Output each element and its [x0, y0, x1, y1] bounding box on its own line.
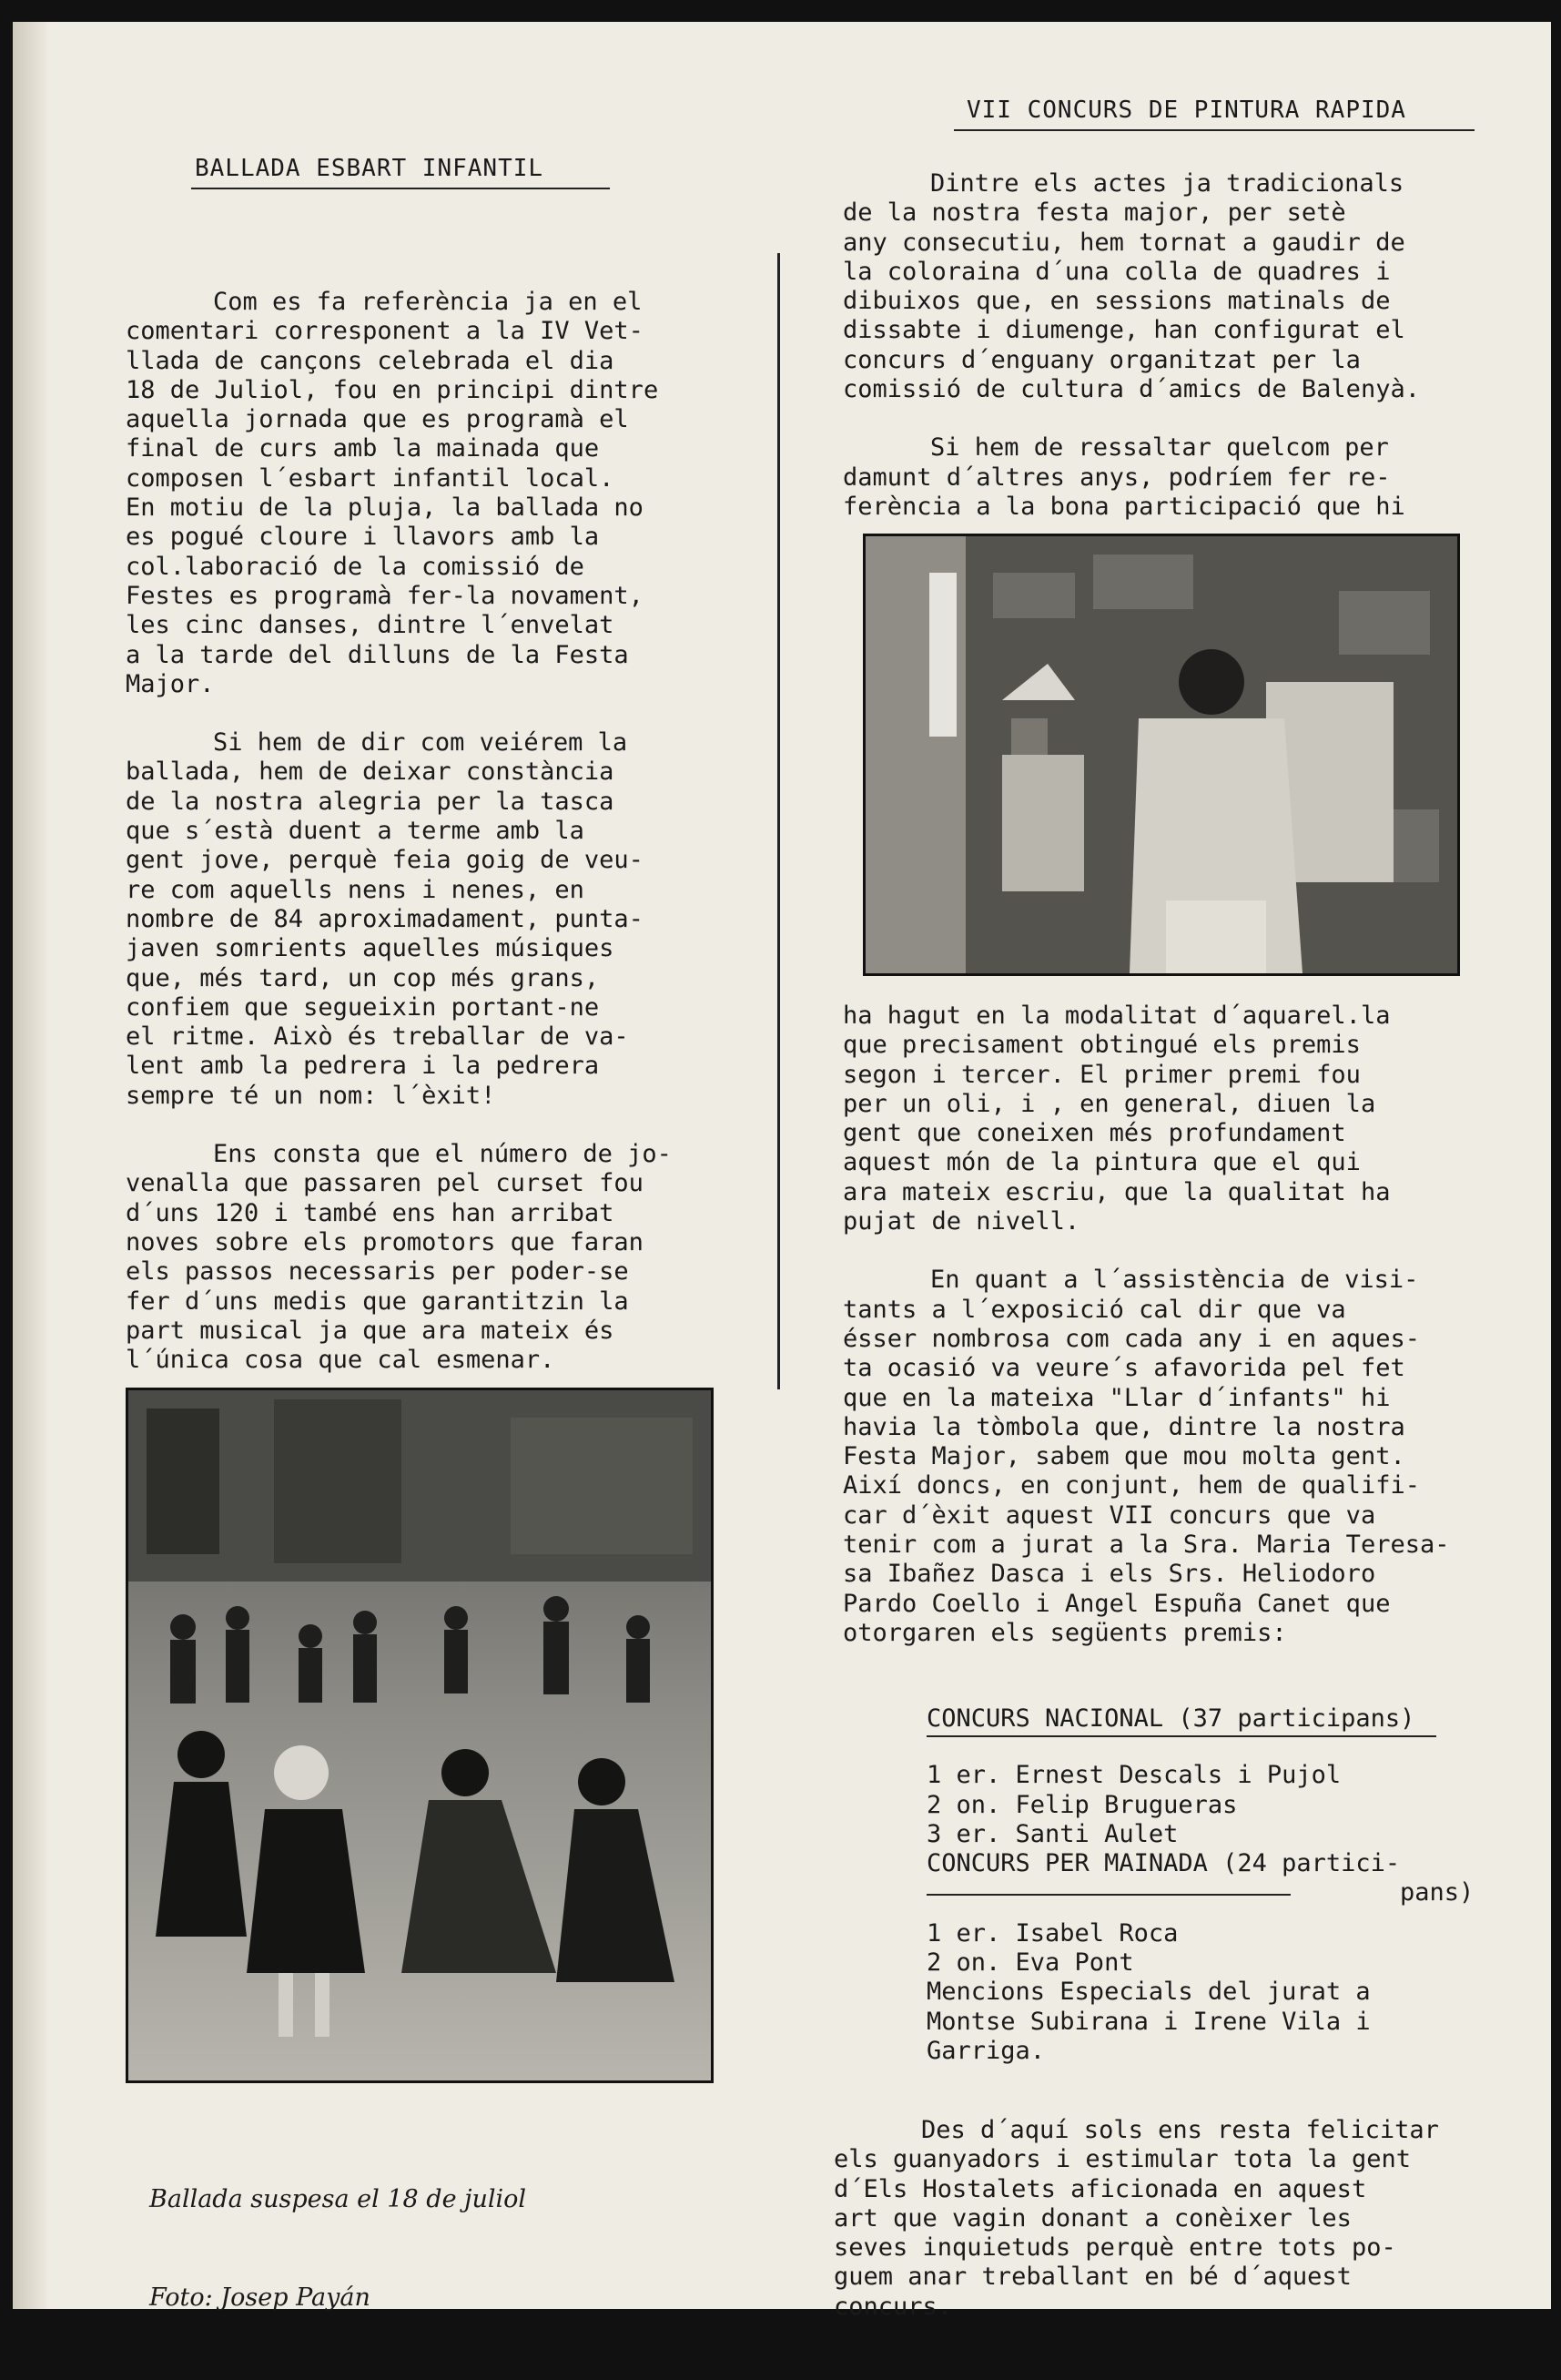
text-line: els passos necessaris per poder-se [126, 1257, 629, 1287]
text-line: Així doncs, en conjunt, hem de qualifi- [843, 1471, 1420, 1500]
text-line: Garriga. [927, 2036, 1046, 2065]
prize-lists [927, 1704, 1546, 2066]
text-line: Mencions Especials del jurat a [927, 1978, 1371, 2007]
text-line: damunt d´altres anys, podríem fer re- [843, 463, 1391, 492]
text-line: En motiu de la pluja, la ballada no [126, 493, 644, 523]
text-line: Si hem de ressaltar quelcom per [930, 433, 1389, 463]
text-line: confiem que segueixin portant-ne [126, 992, 600, 1022]
text-line: sempre té un nom: l´èxit! [126, 1081, 496, 1110]
kids-prizes [927, 1919, 1546, 1978]
text-line: art que vagin donant a conèixer les [834, 2203, 1352, 2233]
text-line: que, més tard, un cop més grans, [126, 963, 600, 992]
text-line: de la nostra festa major, per setè [843, 198, 1346, 228]
text-line: 1 er. Isabel Roca [927, 1918, 1179, 1948]
photo-caption [149, 2118, 526, 2380]
text-line: 18 de Juliol, fou en principi dintre [126, 375, 659, 404]
text-line: 2 on. Eva Pont [927, 1948, 1134, 1978]
kids-contest-heading-line2: pans) [1400, 1878, 1475, 1907]
text-line: aquest món de la pintura que el qui [843, 1148, 1361, 1177]
text-line: d´uns 120 i també ens han arribat [126, 1198, 614, 1227]
text-line: car d´èxit aquest VII concurs que va [843, 1500, 1376, 1530]
text-line: l´única cosa que cal esmenar. [126, 1346, 555, 1375]
text-line: Ens consta que el número de jo- [213, 1140, 672, 1169]
right-article-title: VII CONCURS DE PINTURA RAPIDA [967, 97, 1406, 124]
text-line: Des d´aquí sols ens resta felicitar [921, 2116, 1439, 2144]
text-line: nombre de 84 aproximadament, punta- [126, 904, 644, 933]
right-paragraph-2-end [843, 1002, 1544, 1236]
text-line: 3 er. Santi Aulet [927, 1819, 1179, 1848]
text-line: final de curs amb la mainada que [126, 434, 600, 463]
right-paragraph-3 [843, 1266, 1544, 1648]
text-line: Si hem de dir com veiérem la [213, 728, 628, 758]
text-line: pujat de nivell. [843, 1207, 1080, 1236]
text-line: ta ocasió va veure´s afavorida pel fet [843, 1354, 1405, 1383]
text-line: Festa Major, sabem que mou molta gent. [843, 1442, 1405, 1471]
column-divider [777, 253, 780, 1389]
right-title-underline [954, 129, 1475, 131]
text-line: gent jove, perquè feia goig de veu- [126, 846, 644, 875]
text-line: 2 on. Felip Brugueras [927, 1790, 1238, 1819]
text-line: es pogué cloure i llavors amb la [126, 523, 600, 552]
text-line: concurs. [834, 2292, 953, 2321]
painter-photo [863, 534, 1460, 976]
text-line: el ritme. Això és treballar de va- [126, 1022, 629, 1052]
special-mentions [927, 1978, 1546, 2066]
text-line: ara mateix escriu, que la qualitat ha [843, 1177, 1391, 1206]
text-line: noves sobre els promotors que faran [126, 1227, 644, 1256]
text-line: otorgaren els següents premis: [843, 1618, 1287, 1647]
text-line: segon i tercer. El primer premi fou [843, 1060, 1361, 1089]
right-paragraph-2-start [843, 433, 1544, 522]
text-line: a la tarde del dilluns de la Festa [126, 640, 629, 669]
text-line: re com aquells nens i nenes, en [126, 875, 584, 904]
text-line: Major. [126, 669, 215, 698]
text-line: els guanyadors i estimular tota la gent [834, 2145, 1411, 2174]
text-line: lent amb la pedrera i la pedrera [126, 1052, 600, 1081]
right-article-body-middle [843, 1002, 1544, 1648]
closing-lines [834, 2116, 1553, 2322]
text-line: Pardo Coello i Angel Espuña Canet que [843, 1589, 1391, 1618]
text-line: per un oli, i , en general, diuen la [843, 1089, 1376, 1118]
text-line: Com es fa referència ja en el [213, 288, 643, 316]
text-line: part musical ja que ara mateix és [126, 1316, 614, 1345]
national-contest-heading: CONCURS NACIONAL (37 participans) [927, 1704, 1415, 1733]
left-title-underline [191, 188, 610, 189]
text-line: de la nostra alegria per la tasca [126, 787, 614, 816]
text-line: ésser nombrosa com cada any i en aques- [843, 1324, 1420, 1353]
text-line: fer d´uns medis que garantitzin la [126, 1287, 629, 1316]
text-line: tenir com a jurat a la Sra. Maria Teresa- [843, 1531, 1450, 1560]
left-paragraph-3 [126, 1140, 781, 1375]
text-line: dibuixos que, en sessions matinals de [843, 287, 1391, 316]
left-article-title: BALLADA ESBART INFANTIL [195, 155, 544, 182]
text-line: Dintre els actes ja tradicionals [930, 169, 1404, 198]
text-line: 1 er. Ernest Descals i Pujol [927, 1761, 1342, 1790]
text-line: concurs d´enguany organitzat per la [843, 345, 1361, 374]
text-line: ballada, hem de deixar constància [126, 758, 614, 787]
text-line: Montse Subirana i Irene Vila i [927, 2007, 1371, 2036]
text-line: tants a l´exposició cal dir que va [843, 1295, 1346, 1324]
text-line: llada de cançons celebrada el dia [126, 346, 614, 375]
text-line: que precisament obtingué els premis [843, 1031, 1361, 1060]
painter-photo-image [866, 536, 1457, 973]
right-paragraph-1 [843, 169, 1544, 404]
text-line: que en la mateixa "Llar d´infants" hi [843, 1383, 1391, 1412]
text-line: En quant a l´assistència de visi- [930, 1266, 1419, 1295]
text-line: aquella jornada que es programà el [126, 405, 629, 434]
text-line: comissió de cultura d´amics de Balenyà. [843, 375, 1420, 404]
text-line: venalla que passaren pel curset fou [126, 1169, 644, 1198]
text-line: col.laboració de la comissió de [126, 552, 584, 581]
caption-line-1: Ballada suspesa el 18 de juliol [149, 2185, 527, 2213]
text-line: Festes es programà fer-la novament, [126, 581, 644, 610]
page-gutter-shadow [13, 22, 49, 2309]
text-line: any consecutiu, hem tornat a gaudir de [843, 228, 1405, 257]
left-paragraph-1 [126, 288, 781, 699]
newspaper-page [13, 22, 1551, 2321]
text-line: comentari corresponent a la IV Vet- [126, 317, 644, 346]
text-line: les cinc danses, dintre l´envelat [126, 611, 614, 640]
national-prizes [927, 1761, 1546, 1849]
text-line: la coloraina d´una colla de quadres i [843, 257, 1391, 286]
dance-photo [126, 1388, 714, 2083]
text-line: que s´està duent a terme amb la [126, 817, 584, 846]
text-line: seves inquietuds perquè entre tots po- [834, 2233, 1396, 2263]
text-line: ferència a la bona participació que hi [843, 492, 1405, 521]
text-line: havia la tòmbola que, dintre la nostra [843, 1412, 1405, 1441]
text-line: guem anar treballant en bé d´aquest [834, 2263, 1352, 2292]
caption-line-2: Foto: Josep Payán [149, 2283, 370, 2312]
text-line: composen l´esbart infantil local. [126, 463, 614, 493]
text-line: ha hagut en la modalitat d´aquarel.la [843, 1002, 1391, 1030]
left-paragraph-2 [126, 728, 781, 1111]
text-line: d´Els Hostalets aficionada en aquest [834, 2174, 1367, 2203]
dance-photo-image [128, 1390, 711, 2080]
kids-contest-heading-line1: CONCURS PER MAINADA (24 partici- [927, 1849, 1401, 1878]
left-article-body [126, 288, 781, 1375]
text-line: gent que coneixen més profundament [843, 1119, 1346, 1148]
text-line: javen somrients aquelles músiques [126, 934, 614, 963]
text-line: dissabte i diumenge, han configurat el [843, 316, 1405, 345]
closing-paragraph [834, 2116, 1553, 2322]
text-line: sa Ibañez Dasca i els Srs. Heliodoro [843, 1560, 1376, 1589]
right-article-body-top [843, 169, 1544, 522]
